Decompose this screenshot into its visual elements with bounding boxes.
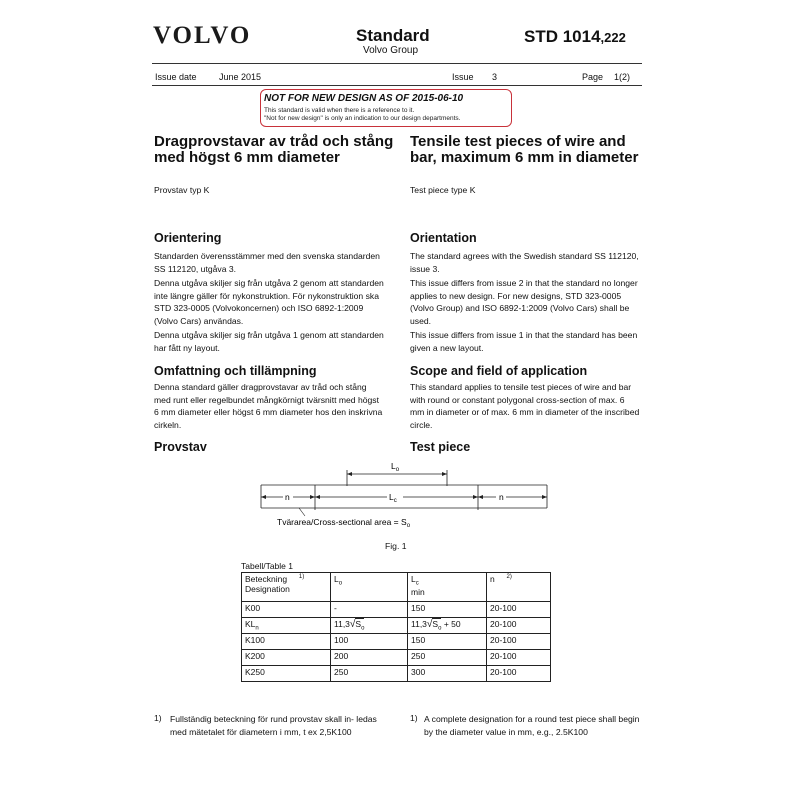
title-swedish: Dragprovstavar av tråd och stång med högst 6 mm diameter [154,133,394,166]
n-left-label: n [285,492,290,502]
header-rule-top [152,63,642,64]
cell-lc: 150 [408,602,487,618]
table-header-row [242,573,551,602]
header-lc: $L_c$ min [408,573,487,602]
scope-heading-sv: Omfattning och tillämpning [154,364,317,378]
table-row [242,602,551,618]
issue-date-label: Issue date [155,72,197,82]
cell-n: 20-100 [487,650,551,666]
scope-heading-en: Scope and field of application [410,364,588,378]
lo-arrow-right [442,472,447,476]
orientation-sv-p2: Denna utgåva skiljer sig från utgåva 2 genom att standarden inte längre gäller för nykonstruktion. För nykonstruktion ska STD 323-0005 (Volvokoncernen) och ISO 6892-1:2009 (Volvo Cars) användas. [154,278,384,326]
footnote-sv-number: 1) [154,713,162,723]
cell-designation: K00 [242,602,331,618]
figure-caption: Fig. 1 [385,541,407,551]
cell-lo: $11,3√S_o$ [331,618,408,634]
cell-lc: 150 [408,634,487,650]
cell-designation: K100 [242,634,331,650]
not-for-new-design-notice [260,89,512,127]
orientation-en-p2: This issue differs from issue 2 in that the standard no longer applies to new design. For new designs, STD 323-0005 (Volvo Group) and ISO 6892-1:2009 (Volvo Cars) shall be used. [410,278,638,326]
orientation-sv-p3: Denna utgåva skiljer sig från utgåva 1 genom att standarden har fått ny layout. [154,330,384,353]
cell-lc: 300 [408,666,487,682]
header-rule-bottom [152,85,642,86]
lo-label: $L_o$ [391,461,400,473]
n-right-arrow-b [542,495,547,499]
cell-n: 20-100 [487,618,551,634]
lc-label: $L_c$ [389,492,397,504]
page-label: Page [582,72,604,82]
cell-lo: - [331,602,408,618]
n-left-arrow-a [261,495,266,499]
orientation-en-p1: The standard agrees with the Swedish standard SS 112120, issue 3. [410,251,639,274]
title-english: Tensile test pieces of wire and bar, maximum 6 mm in diameter [410,133,639,166]
n-right-arrow-a [478,495,483,499]
notice-title: NOT FOR NEW DESIGN AS OF 2015-06-10 [264,93,464,104]
header-designation: Beteckning $^{1)}$ Designation [242,573,331,602]
orientation-heading-en: Orientation [410,231,477,245]
standard-title: Standard [356,26,430,45]
cell-n: 20-100 [487,634,551,650]
cell-lo: 200 [331,650,408,666]
cell-lo: 100 [331,634,408,650]
n-left-arrow-b [310,495,315,499]
issue-label: Issue [452,72,474,82]
area-label: Tvärarea/Cross-sectional area = $S_o$ [277,517,411,529]
n-right-label: n [499,492,504,502]
table-caption: Tabell/Table 1 [241,561,293,571]
scope-sv-p1: Denna standard gäller dragprovstavar av tråd och stång med runt eller regelbundet mångkörnigt tvärsnitt med högst 6 mm diameter eller högst 6 mm diameter hos den inskrivna cirkeln. [154,382,383,430]
lc-arrow-right [473,495,478,499]
table-row [242,634,551,650]
issue-value: 3 [492,72,498,82]
cell-designation: $KL_n$ [242,618,331,634]
standard-subtitle: Volvo Group [363,45,419,56]
orientation-sv-p1: Standarden överensstämmer med den svenska standarden SS 112120, utgåva 3. [154,251,380,274]
title-swedish-sub: Provstav typ K [154,185,210,195]
volvo-logo: VOLVO [153,22,252,49]
table-row [242,650,551,666]
notice-line-2: "Not for new design" is only an indication to our design departments. [264,115,461,122]
page-value: 1(2) [614,72,631,82]
test-piece-heading-sv: Provstav [154,440,207,454]
lc-arrow-left [315,495,320,499]
cell-n: 20-100 [487,602,551,618]
cell-designation: K250 [242,666,331,682]
cell-designation: K200 [242,650,331,666]
footnote-sv-text: Fullständig beteckning för rund provstav skall in- ledas med mätetalet för diametern i mm, t ex 2,5K100 [170,714,377,737]
cell-n: 20-100 [487,666,551,682]
footnote-en-number: 1) [410,713,418,723]
notice-line-1: This standard is valid when there is a reference to it. [264,107,415,114]
area-leader-line [299,508,305,516]
cell-lc: 250 [408,650,487,666]
issue-date-value: June 2015 [219,72,262,82]
orientation-heading-sv: Orientering [154,231,222,245]
cell-lc: $11,3√S_o + 50$ [408,618,487,634]
cell-lo: 250 [331,666,408,682]
orientation-en-p3: This issue differs from issue 1 in that the standard has been given a new layout. [410,330,638,353]
header-n: n $^{2)}$ [487,573,551,602]
designation-table [241,572,551,682]
table-row [242,618,551,634]
test-piece-heading-en: Test piece [410,440,471,454]
scope-en-p1: This standard applies to tensile test pieces of wire and bar with round or constant polygonal cross-section of max. 6 mm in diameter or of max. 6 mm in diameter of the inscribed circle. [410,382,640,430]
lo-arrow-left [347,472,352,476]
title-english-sub: Test piece type K [410,185,476,195]
table-row [242,666,551,682]
standard-number [524,27,626,47]
standard-number-suffix: ,222 [600,30,626,45]
footnote-en-text: A complete designation for a round test piece shall begin by the diameter value in mm, e.g., 2.5K100 [424,714,640,737]
header-lo: $L_o$ [331,573,408,602]
test-piece-figure [255,458,555,533]
standard-number-main: STD 1014 [524,27,601,46]
